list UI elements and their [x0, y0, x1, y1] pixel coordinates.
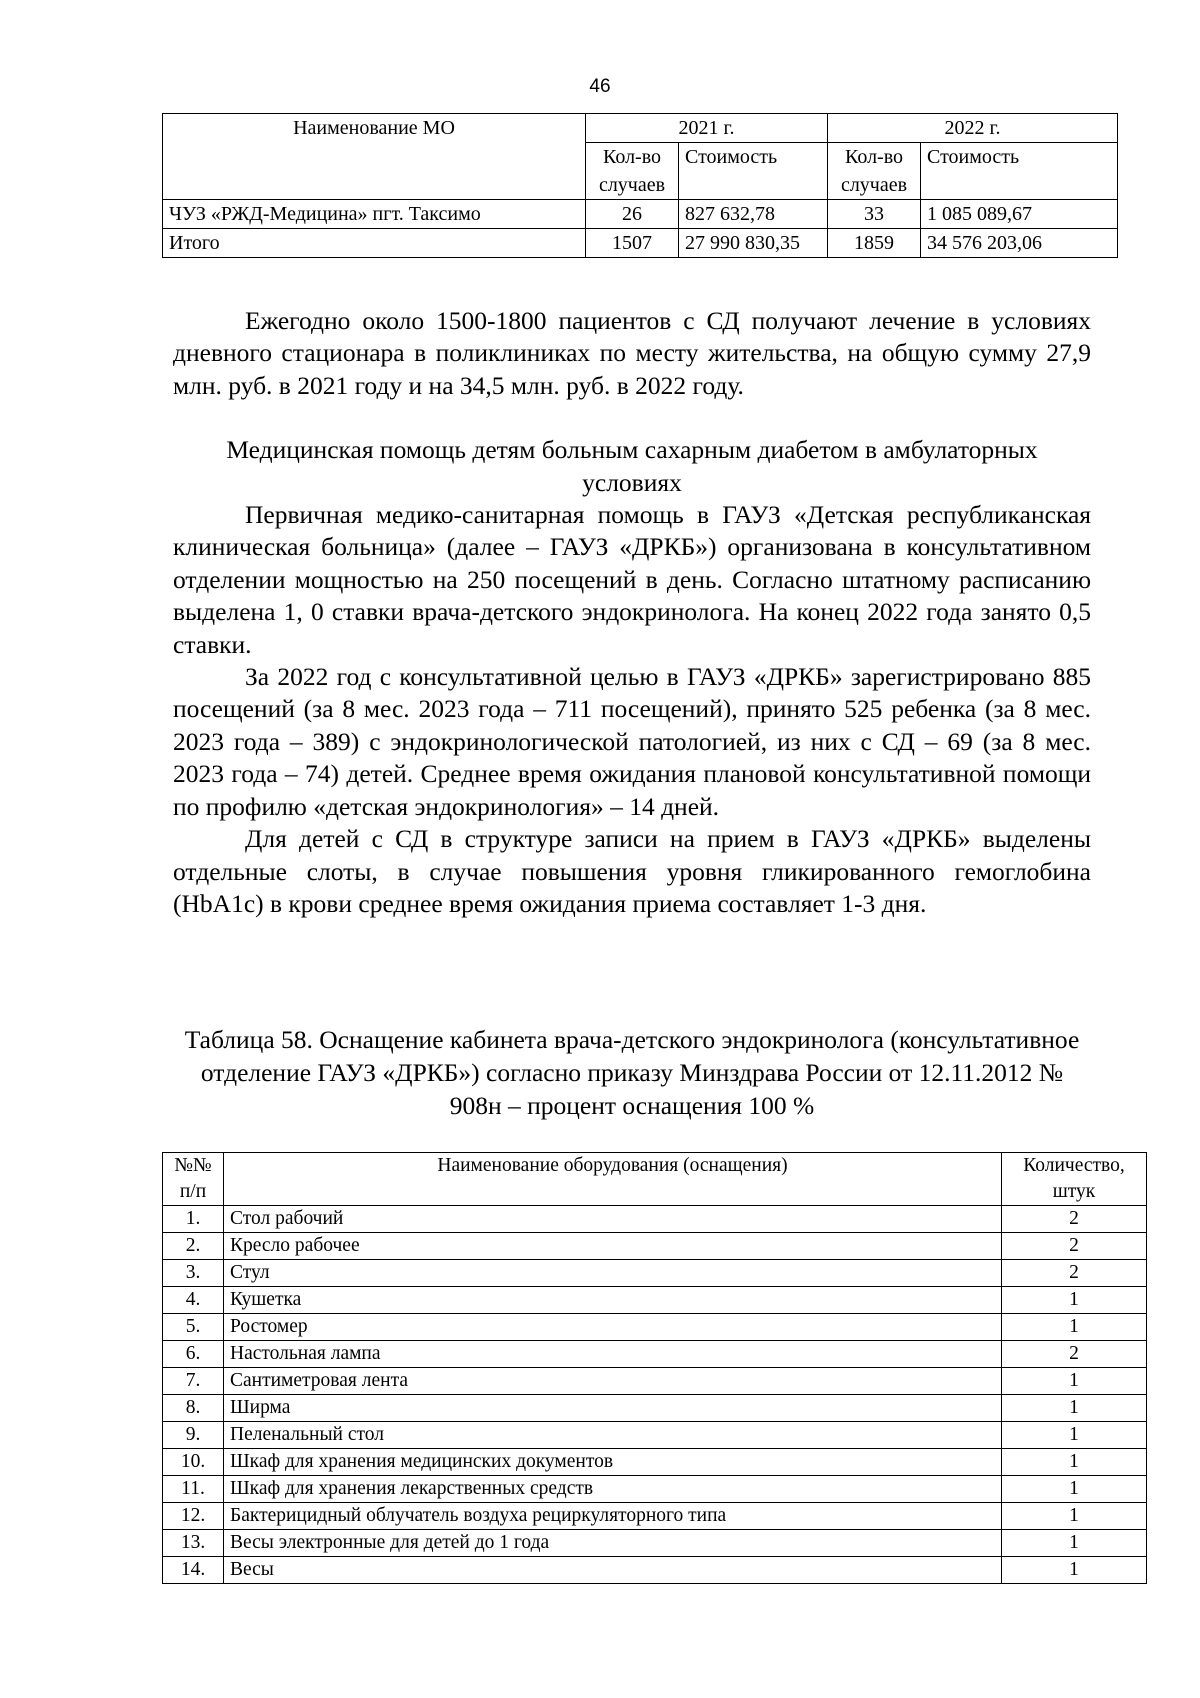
cell-quantity: 2: [1002, 1260, 1147, 1287]
cell-equipment: Стол рабочий: [224, 1206, 1002, 1233]
table-row: [163, 1287, 1147, 1314]
cell-num: 14.: [163, 1557, 224, 1584]
page-number: 46: [589, 76, 611, 97]
cost-table: [162, 113, 1118, 258]
cell-num: 12.: [163, 1503, 224, 1530]
table-row: [163, 1557, 1147, 1584]
table-row: [163, 1341, 1147, 1368]
cell-equipment: Стул: [224, 1260, 1002, 1287]
cell-num: 6.: [163, 1341, 224, 1368]
cell-num: 10.: [163, 1449, 224, 1476]
cell-cost-2022: 34 576 203,06: [921, 229, 1118, 258]
cell-count-2022: 1859: [828, 229, 921, 258]
cell-equipment: Бактерицидный облучатель воздуха рециркуляторного типа: [224, 1503, 1002, 1530]
header-mo: Наименование МО: [163, 114, 586, 200]
cell-quantity: 1: [1002, 1314, 1147, 1341]
table-row: [163, 1368, 1147, 1395]
cell-equipment: Ростомер: [224, 1314, 1002, 1341]
header-year-2021: 2021 г.: [586, 114, 828, 143]
cell-equipment: Кушетка: [224, 1287, 1002, 1314]
table-row: [163, 1260, 1147, 1287]
header-quantity: Количество, штук: [1002, 1153, 1147, 1206]
cell-equipment: Весы: [224, 1557, 1002, 1584]
header-cost-2022: Стоимость: [921, 143, 1118, 200]
header-equipment: Наименование оборудования (оснащения): [224, 1153, 1002, 1206]
section-heading: Медицинская помощь детям больным сахарным диабетом в амбулаторных условиях: [226, 435, 1038, 497]
header-year-2022: 2022 г.: [828, 114, 1118, 143]
table-row: [163, 1503, 1147, 1530]
cell-num: 7.: [163, 1368, 224, 1395]
cell-equipment: Настольная лампа: [224, 1341, 1002, 1368]
cell-quantity: 2: [1002, 1233, 1147, 1260]
body-text: [173, 305, 1091, 920]
header-cost-2021: Стоимость: [679, 143, 828, 200]
table-row: [163, 1206, 1147, 1233]
cell-quantity: 1: [1002, 1287, 1147, 1314]
header-count-2022: Кол-во случаев: [828, 143, 921, 200]
header-num: №№ п/п: [163, 1153, 224, 1206]
cell-quantity: 2: [1002, 1341, 1147, 1368]
table-row: [163, 1422, 1147, 1449]
equipment-table: [162, 1152, 1147, 1584]
table-row: [163, 1314, 1147, 1341]
cell-quantity: 1: [1002, 1557, 1147, 1584]
cell-equipment: Весы электронные для детей до 1 года: [224, 1530, 1002, 1557]
cell-equipment: Шкаф для хранения медицинских документов: [224, 1449, 1002, 1476]
cell-name: Итого: [163, 229, 586, 258]
cell-count-2021: 26: [586, 200, 679, 229]
cell-num: 9.: [163, 1422, 224, 1449]
cell-count-2022: 33: [828, 200, 921, 229]
cell-quantity: 1: [1002, 1395, 1147, 1422]
cell-quantity: 2: [1002, 1206, 1147, 1233]
table-row: [163, 1476, 1147, 1503]
cell-name: ЧУЗ «РЖД-Медицина» пгт. Таксимо: [163, 200, 586, 229]
cell-num: 1.: [163, 1206, 224, 1233]
table-row: [163, 200, 1118, 229]
table-row: [163, 1449, 1147, 1476]
cell-num: 11.: [163, 1476, 224, 1503]
cell-cost-2021: 27 990 830,35: [679, 229, 828, 258]
cell-quantity: 1: [1002, 1368, 1147, 1395]
cell-num: 2.: [163, 1233, 224, 1260]
table-row: [163, 1530, 1147, 1557]
cell-count-2021: 1507: [586, 229, 679, 258]
cell-equipment: Кресло рабочее: [224, 1233, 1002, 1260]
paragraph-visits: За 2022 год с консультативной целью в ГАУЗ «ДРКБ» зарегистрировано 885 посещений (за 8 мес. 2023 года – 711 посещений), принято 525 ребенка (за 8 мес. 2023 года – 389) с эндокринологической патологией, из них с СД – 69 (за 8 мес. 2023 года – 74) детей. Среднее время ожидания плановой консультативной помощи по профилю «детская эндокринология» – 14 дней.: [173, 662, 1091, 821]
cell-num: 8.: [163, 1395, 224, 1422]
cell-equipment: Ширма: [224, 1395, 1002, 1422]
cell-quantity: 1: [1002, 1503, 1147, 1530]
cell-cost-2021: 827 632,78: [679, 200, 828, 229]
cell-quantity: 1: [1002, 1422, 1147, 1449]
table-caption: Таблица 58. Оснащение кабинета врача-детского эндокринолога (консультативное отделение ГАУЗ «ДРКБ») согласно приказу Минздрава России от 12.11.2012 № 908н – процент оснащения 100 %: [184, 1025, 1080, 1120]
cell-quantity: 1: [1002, 1449, 1147, 1476]
cell-cost-2022: 1 085 089,67: [921, 200, 1118, 229]
cell-quantity: 1: [1002, 1530, 1147, 1557]
cell-num: 13.: [163, 1530, 224, 1557]
table-row: [163, 1233, 1147, 1260]
table-row: [163, 1395, 1147, 1422]
header-count-2021: Кол-во случаев: [586, 143, 679, 200]
paragraph-primary-care: Первичная медико-санитарная помощь в ГАУЗ «Детская республиканская клиническая больница» (далее – ГАУЗ «ДРКБ») организована в консультативном отделении мощностью на 250 посещений в день. Согласно штатному расписанию выделена 1, 0 ставки врача-детского эндокринолога. На конец 2022 года занято 0,5 ставки.: [173, 500, 1091, 659]
cell-num: 4.: [163, 1287, 224, 1314]
paragraph-day-hospital: Ежегодно около 1500-1800 пациентов с СД получают лечение в условиях дневного стационара в поликлиниках по месту жительства, на общую сумму 27,9 млн. руб. в 2021 году и на 34,5 млн. руб. в 2022 году.: [173, 306, 1091, 400]
cell-equipment: Сантиметровая лента: [224, 1368, 1002, 1395]
cell-equipment: Шкаф для хранения лекарственных средств: [224, 1476, 1002, 1503]
cell-num: 5.: [163, 1314, 224, 1341]
paragraph-slots: Для детей с СД в структуре записи на прием в ГАУЗ «ДРКБ» выделены отдельные слоты, в случае повышения уровня гликированного гемоглобина (HbA1c) в крови среднее время ожидания приема составляет 1-3 дня.: [173, 824, 1091, 918]
cell-quantity: 1: [1002, 1476, 1147, 1503]
cell-equipment: Пеленальный стол: [224, 1422, 1002, 1449]
table-row: [163, 229, 1118, 258]
cell-num: 3.: [163, 1260, 224, 1287]
